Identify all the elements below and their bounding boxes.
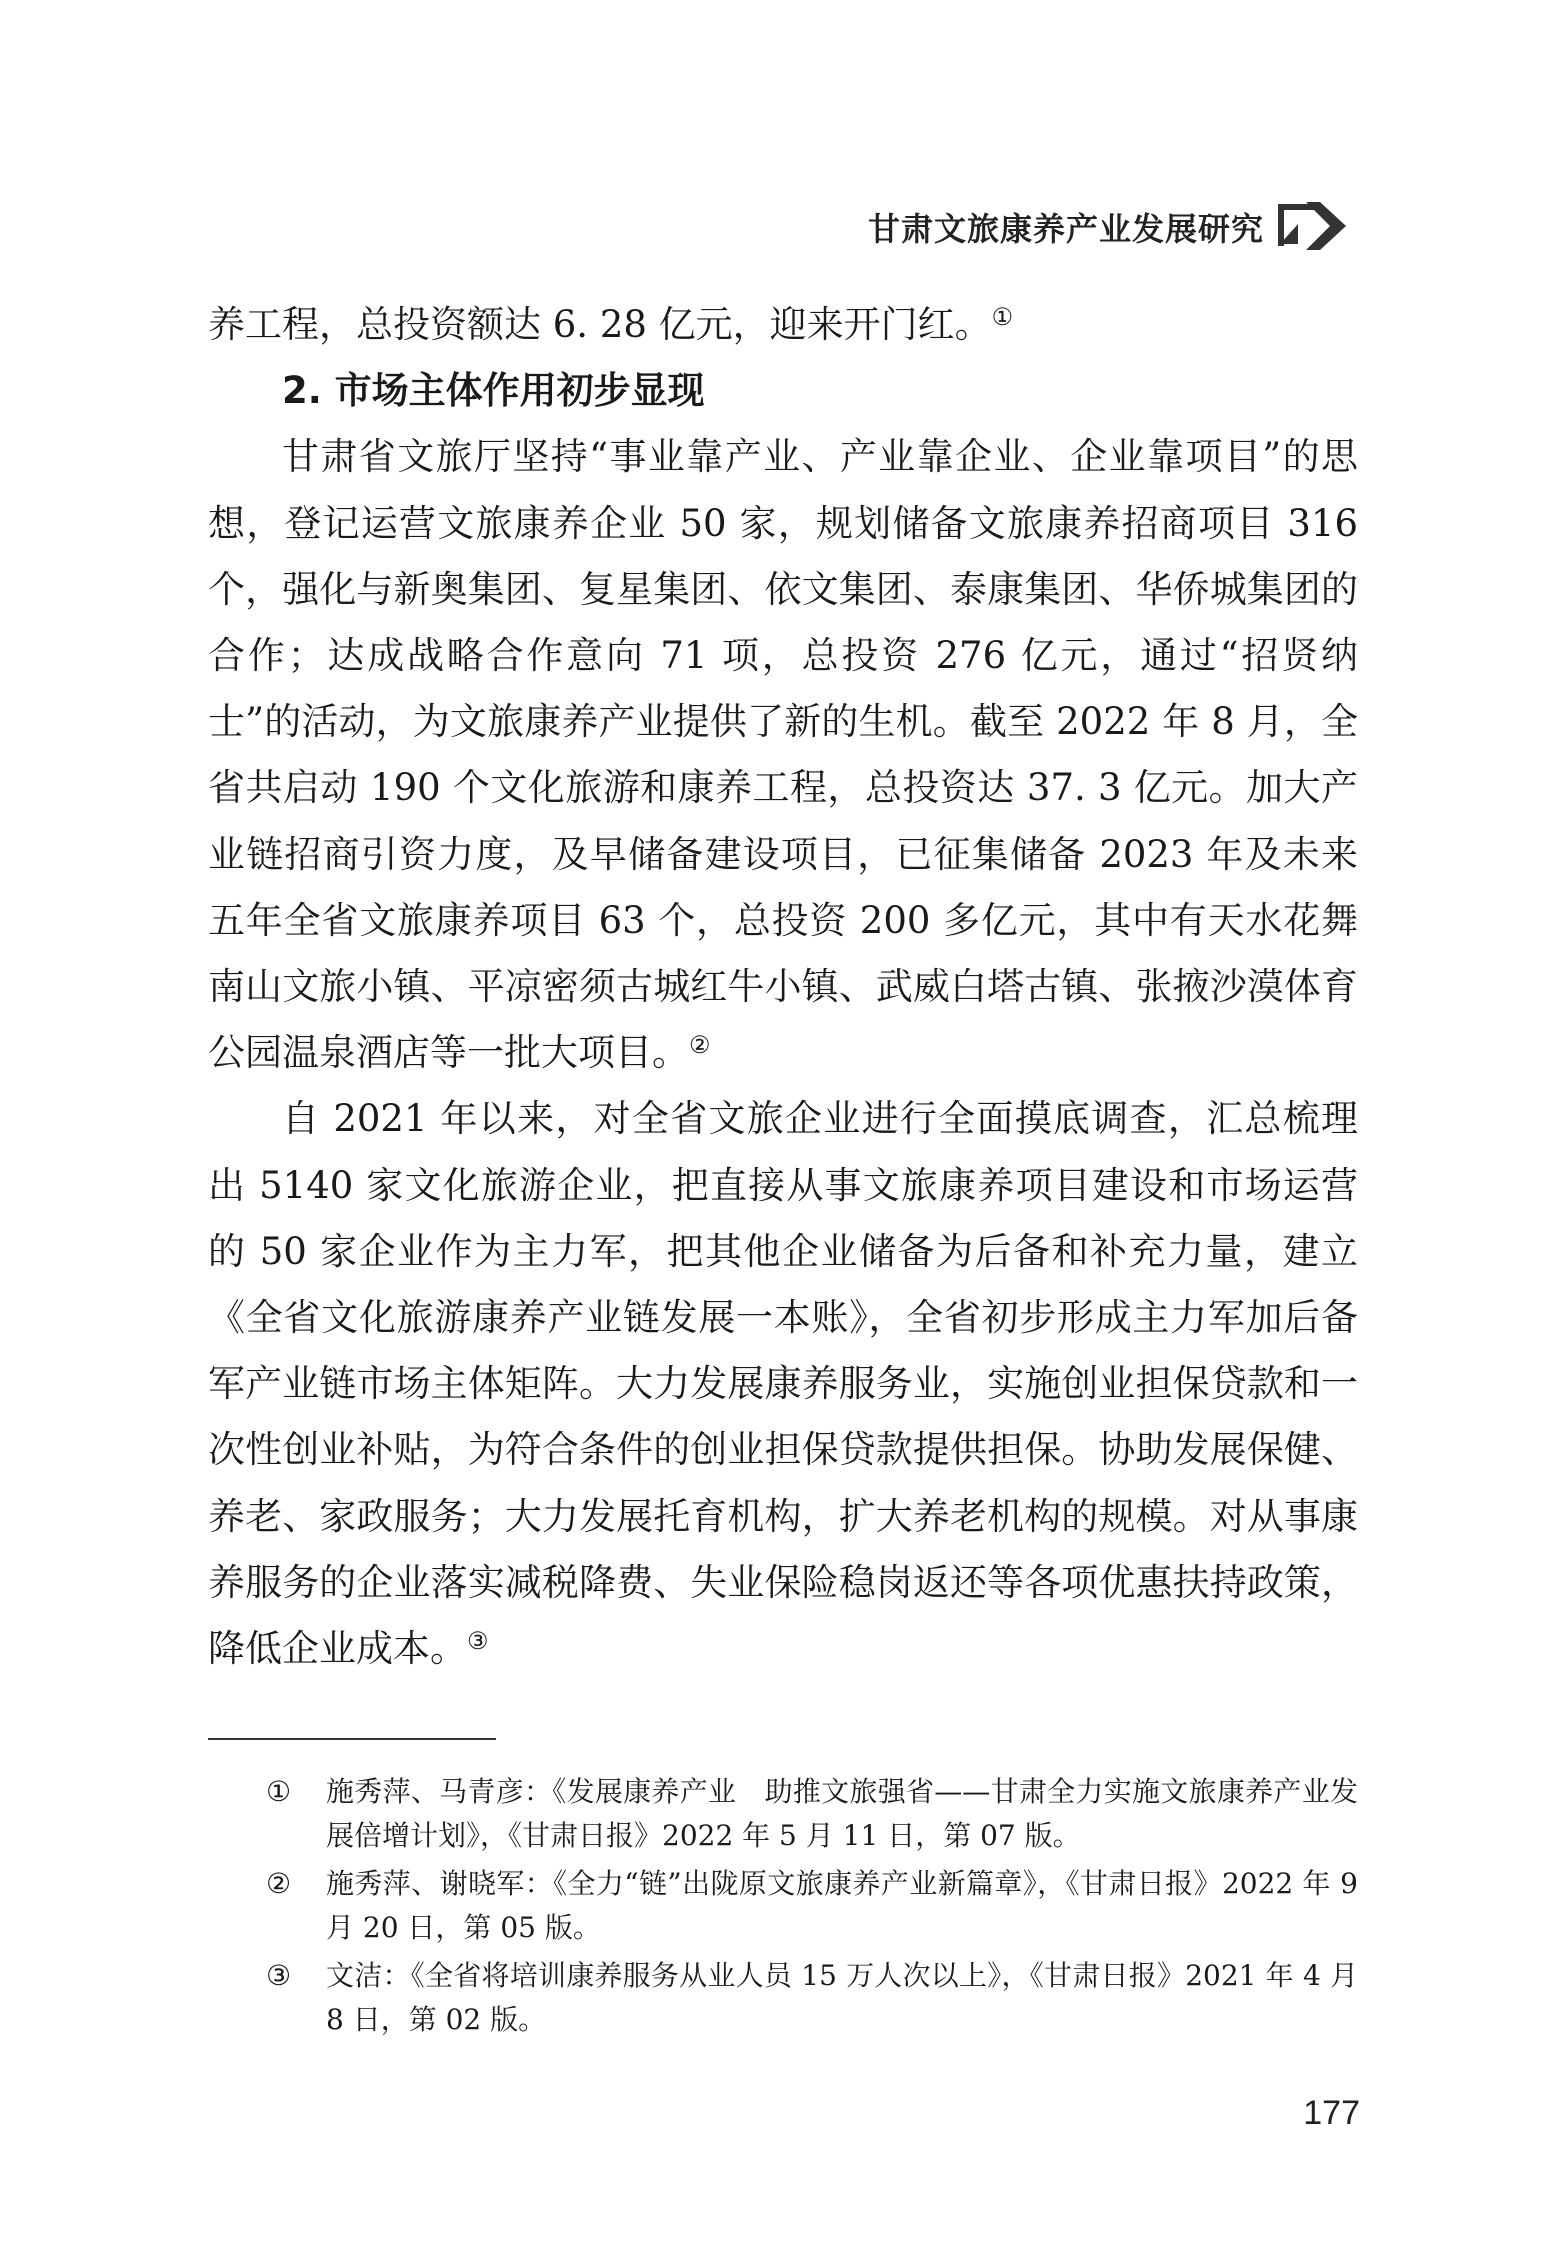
paragraph-text: 甘肃省文旅厅坚持“事业靠产业、产业靠企业、企业靠项目”的思想，登记运营文旅康养企业 50 家，规划储备文旅康养招商项目 316 个，强化与新奥集团、复星集团、依文集团、泰康集团、华侨城集团的合作；达成战略合作意向 71 项，总投资 276 亿元，通过“招贤纳士”的活动，为文旅康养产业提供了新的生机。截至 2022 年 8 月，全省共启动 190 个文化旅游和康养工程，总投资达 37. 3 亿元。加大产业链招商引资力度，及早储备建设项目，已征集储备 2023 年及未来五年全省文旅康养项目 63 个，总投资 200 多亿元，其中有天水花舞南山文旅小镇、平凉密须古城红牛小镇、武威白塔古镇、张掖沙漠体育公园温泉酒店等一批大项目。	[208, 435, 1358, 1075]
paragraph-3	[208, 1086, 1358, 1682]
running-header	[867, 198, 1350, 258]
running-title: 甘肃文旅康养产业发展研究	[867, 210, 1264, 248]
section-heading: 2. 市场主体作用初步显现	[282, 369, 705, 413]
paragraph-text: 自 2021 年以来，对全省文旅企业进行全面摸底调查，汇总梳理出 5140 家文化旅游企业，把直接从事文旅康养项目建设和市场运营的 50 家企业作为主力军，把其他企业储备为后备和补充力量，建立《全省文化旅游康养产业链发展一本账》，全省初步形成主力军加后备军产业链市场主体矩阵。大力发展康养服务业，实施创业担保贷款和一次性创业补贴，为符合条件的创业担保贷款提供担保。协助发展保健、养老、家政服务；大力发展托育机构，扩大养老机构的规模。对从事康养服务的企业落实减税降费、失业保险稳岗返还等各项优惠扶持政策，降低企业成本。	[208, 1097, 1358, 1671]
footnote-text: 施秀萍、马青彦：《发展康养产业 助推文旅强省——甘肃全力实施文旅康养产业发展倍增计划》，《甘肃日报》2022 年 5 月 11 日，第 07 版。	[326, 1775, 1358, 1852]
footnote-2	[208, 1862, 1358, 1950]
footnote-mark: ①	[266, 1775, 292, 1808]
paragraph-2	[208, 424, 1358, 1086]
footnote-ref-2[interactable]: ②	[689, 1031, 711, 1060]
footnotes	[208, 1770, 1358, 2042]
body-text	[208, 292, 1358, 1682]
page-number: 177	[1303, 2094, 1360, 2132]
footnote-ref-1[interactable]: ①	[991, 303, 1014, 331]
footnote-ref-3[interactable]: ③	[467, 1627, 489, 1656]
footnote-mark: ②	[266, 1867, 292, 1900]
footnote-mark: ③	[266, 1959, 292, 1992]
paragraph-text: 养工程，总投资额达 6. 28 亿元，迎来开门红。	[208, 303, 992, 346]
footnote-text: 施秀萍、谢晓军：《全力“链”出陇原文旅康养产业新篇章》，《甘肃日报》2022 年 9 月 20 日，第 05 版。	[326, 1867, 1358, 1944]
footnote-text: 文洁：《全省将培训康养服务从业人员 15 万人次以上》，《甘肃日报》2021 年 4 月 8 日，第 02 版。	[326, 1959, 1358, 2036]
paragraph-continuation	[208, 292, 1358, 358]
chapter-arrow-icon	[1276, 198, 1350, 252]
footnote-3	[208, 1954, 1358, 2042]
footnote-1	[208, 1770, 1358, 1858]
footnote-divider	[208, 1738, 496, 1740]
